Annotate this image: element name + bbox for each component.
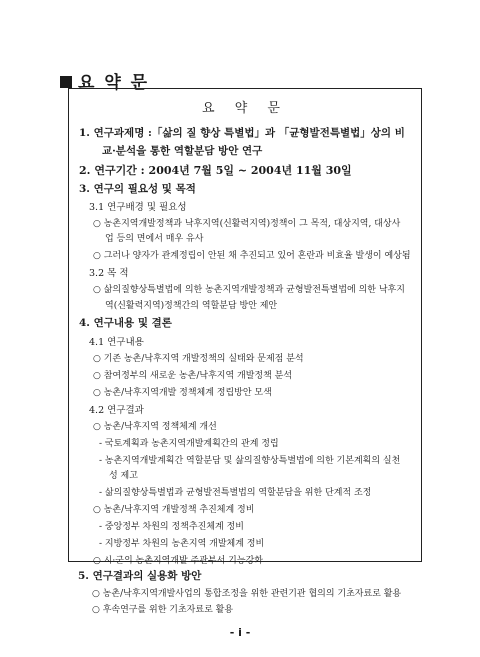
section-heading-text: 요 약 문: [78, 73, 150, 93]
dash-4-2-b-2: - 지방정부 차원의 농촌지역 개발체계 정비: [99, 539, 265, 549]
box-title: 요 약 문: [202, 101, 288, 116]
item-2-period: 2. 연구기간 : 2004년 7월 5일 ~ 2004년 11월 30일: [79, 164, 352, 177]
bullet-3-1-b: ○ 그러나 양자가 관계정립이 안된 채 추진되고 있어 혼란과 비효율 발생이 예상됨: [93, 251, 411, 261]
black-square-icon: [60, 76, 72, 88]
subheading-3-2: 3.2 목 적: [89, 268, 129, 279]
subheading-4-2: 4.2 연구결과: [89, 405, 144, 416]
dash-4-2-a-2-line2: 성 제고: [109, 471, 138, 481]
item-4-heading: 4. 연구내용 및 결론: [79, 317, 172, 329]
bullet-3-2-line2: 역(신활력지역)정책간의 역할분담 방안 제안: [105, 301, 278, 311]
page-number: - i -: [229, 626, 251, 639]
summary-box: [68, 88, 422, 566]
dash-4-2-b-1: - 중앙정부 차원의 정책추진체계 정비: [99, 522, 244, 532]
item-1-title-line2: 교·분석을 통한 역할분담 방안 연구: [102, 145, 263, 157]
bullet-4-1-c: ○ 농촌/낙후지역개발 정책체계 정립방안 모색: [93, 388, 272, 398]
bullet-4-2-b: ○ 농촌/낙후지역 개발정책 추진체계 정비: [93, 505, 255, 515]
bullet-3-1-a-line2: 업 등의 면에서 매우 유사: [105, 234, 204, 244]
bullet-5-a: ○ 농촌/낙후지역개발사업의 통합조정을 위한 관련기관 협의의 기초자료로 활용: [92, 589, 402, 599]
item-5-heading: 5. 연구결과의 실용화 방안: [78, 570, 202, 582]
bullet-4-2-c: ○ 시·군의 농촌지역개발 주관부서 기능강화: [93, 556, 263, 566]
bullet-4-1-a: ○ 기존 농촌/낙후지역 개발정책의 실태와 문제점 분석: [93, 354, 304, 364]
bullet-4-2-a: ○ 농촌/낙후지역 정책체계 개선: [93, 422, 217, 432]
dash-4-2-a-1: - 국토계획과 농촌지역개발계획간의 관계 정립: [99, 439, 279, 449]
bullet-5-b: ○ 후속연구를 위한 기초자료로 활용: [92, 605, 234, 615]
bullet-3-2-line1: ○ 삶의질향상특별법에 의한 농촌지역개발정책과 균형발전특별법에 의한 낙후지: [93, 285, 405, 295]
bullet-3-1-a-line1: ○ 농촌지역개발정책과 낙후지역(신활력지역)정책이 그 목적, 대상지역, 대상사: [93, 219, 401, 229]
subheading-4-1: 4.1 연구내용: [89, 337, 144, 348]
dash-4-2-a-3: - 삶의질향상특별법과 균형발전특별법의 역할분담을 위한 단계적 조정: [99, 488, 372, 498]
bullet-4-1-b: ○ 참여정부의 새로운 농촌/낙후지역 개발정책 분석: [93, 371, 293, 381]
subheading-3-1: 3.1 연구배경 및 필요성: [89, 202, 187, 213]
dash-4-2-a-2-line1: - 농촌지역개발계획간 역할분담 및 삶의질향상특별법에 의한 기본계획의 실천: [99, 456, 401, 466]
item-1-title-line1: 1. 연구과제명 :「삶의 질 향상 특별법」과 「균형발전특별법」상의 비: [79, 127, 405, 139]
item-3-heading: 3. 연구의 필요성 및 목적: [79, 183, 196, 195]
